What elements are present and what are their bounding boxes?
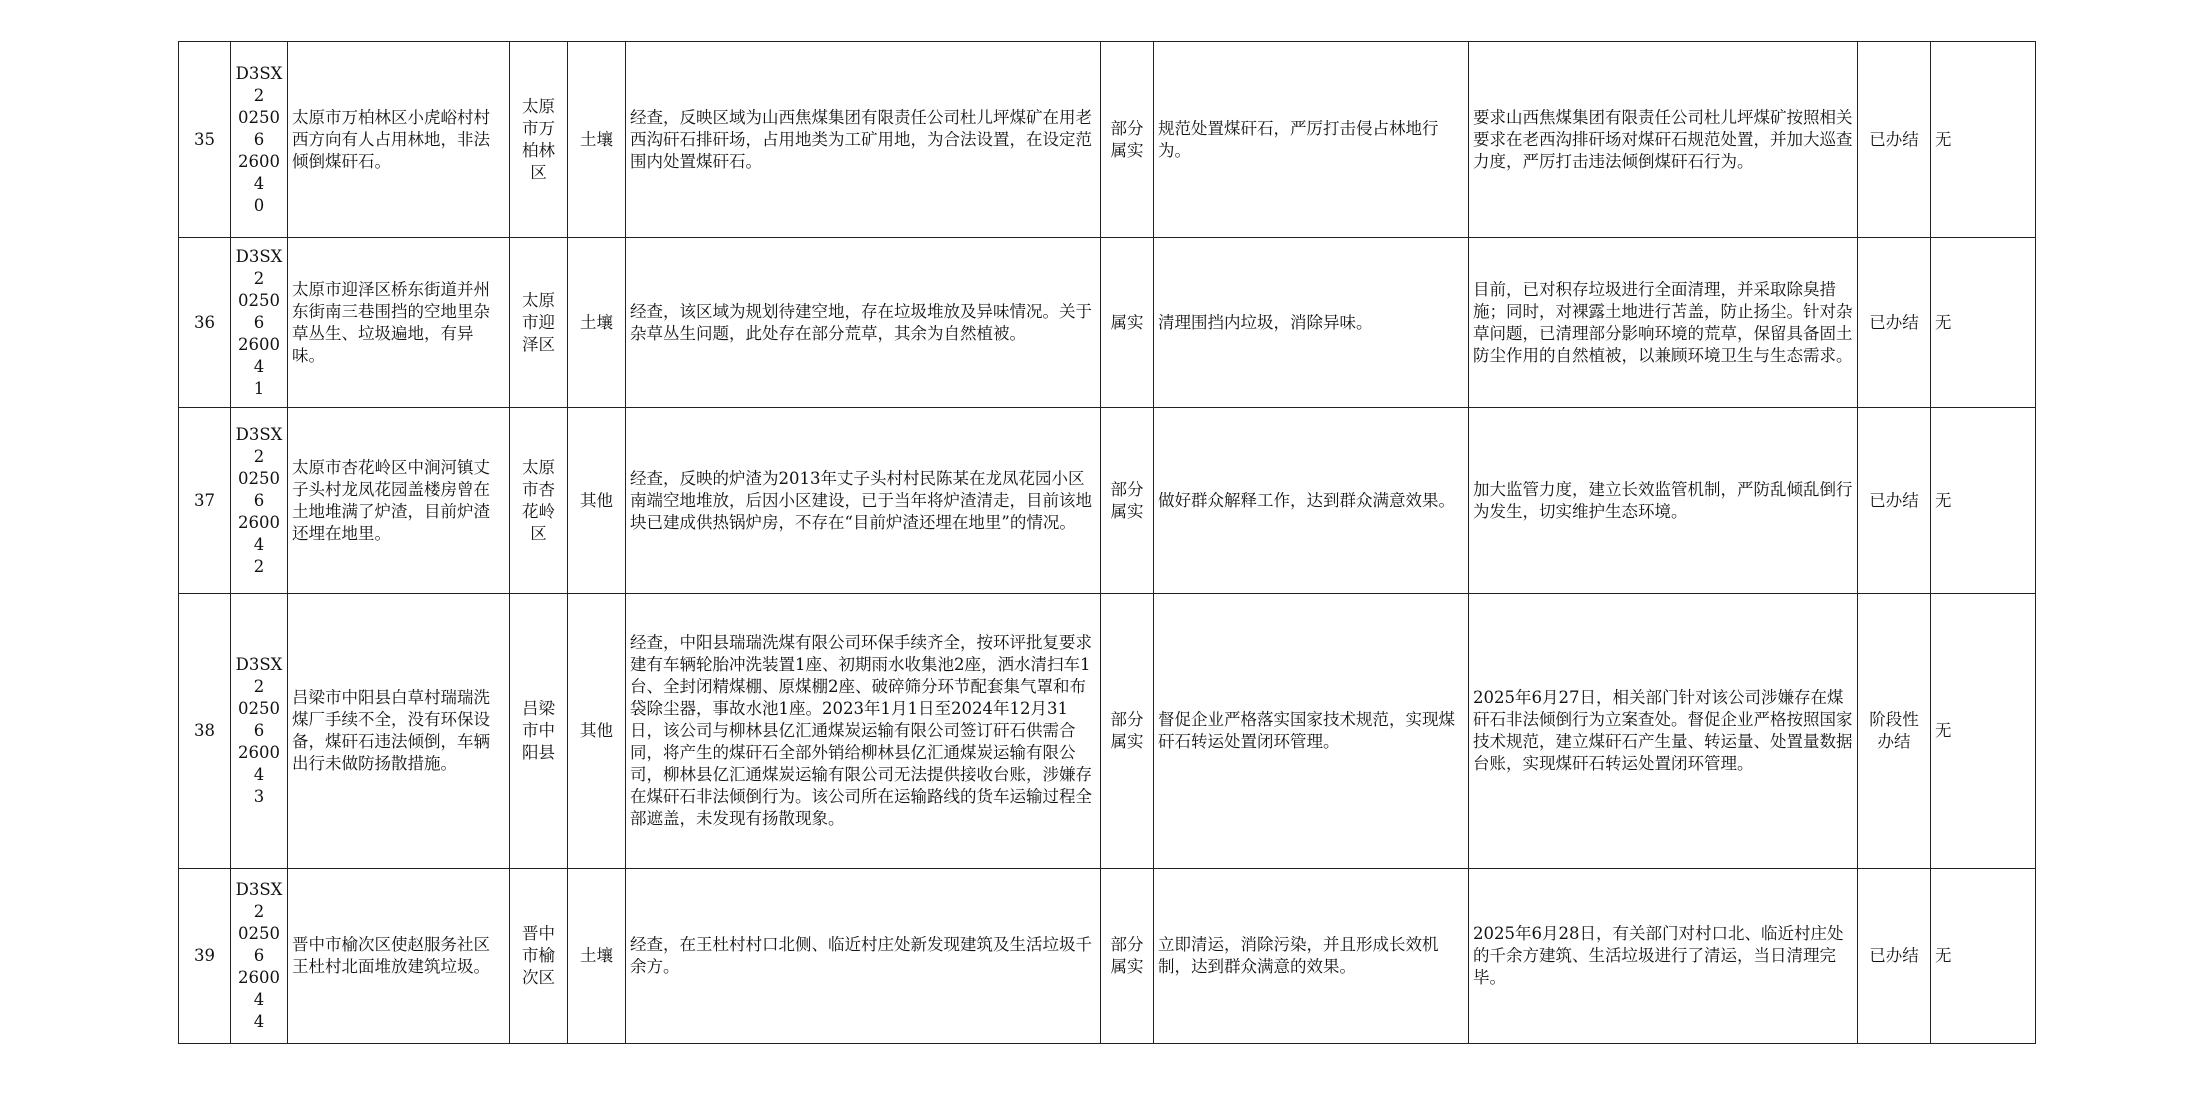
verdict: 部分属实 bbox=[1101, 408, 1154, 594]
case-code-part: D3SX2 bbox=[235, 424, 283, 466]
complaint-description: 晋中市榆次区使赵服务社区王杜村北面堆放建筑垃圾。 bbox=[288, 869, 510, 1044]
verdict: 部分属实 bbox=[1101, 42, 1154, 238]
pollution-type: 土壤 bbox=[568, 869, 626, 1044]
rectification: 加大监管力度，建立长效监管机制，严防乱倾乱倒行为发生，切实维护生态环境。 bbox=[1469, 408, 1858, 594]
row-number: 37 bbox=[179, 408, 231, 594]
case-code-part: 02506 bbox=[238, 699, 280, 740]
handling-opinion: 做好群众解释工作，达到群众满意效果。 bbox=[1154, 408, 1469, 594]
status: 已办结 bbox=[1858, 869, 1931, 1044]
verdict: 属实 bbox=[1101, 238, 1154, 408]
rectification: 目前，已对积存垃圾进行全面清理，并采取除臭措施；同时，对裸露土地进行苫盖，防止扬尘。针对杂草问题，已清理部分影响环境的荒草，保留具备固土防尘作用的自然植被，以兼顾环境卫生与生态需求。 bbox=[1469, 238, 1858, 408]
pollution-type: 其他 bbox=[568, 408, 626, 594]
case-code-part: 2 bbox=[253, 556, 265, 576]
handling-opinion: 督促企业严格落实国家技术规范，实现煤矸石转运处置闭环管理。 bbox=[1154, 594, 1469, 869]
handling-opinion: 立即清运，消除污染，并且形成长效机制，达到群众满意的效果。 bbox=[1154, 869, 1469, 1044]
investigation-result: 经查，该区域为规划待建空地，存在垃圾堆放及异味情况。关于杂草丛生问题，此处存在部分荒草，其余为自然植被。 bbox=[626, 238, 1101, 408]
case-code bbox=[231, 594, 288, 869]
status: 已办结 bbox=[1858, 408, 1931, 594]
status: 阶段性办结 bbox=[1858, 594, 1931, 869]
verdict: 部分属实 bbox=[1101, 869, 1154, 1044]
verdict: 部分属实 bbox=[1101, 594, 1154, 869]
case-code bbox=[231, 408, 288, 594]
case-code-part: 4 bbox=[253, 1012, 265, 1031]
status: 已办结 bbox=[1858, 42, 1931, 238]
case-code-part: 26004 bbox=[238, 151, 280, 193]
case-code-part: D3SX2 bbox=[235, 880, 283, 921]
handling-opinion: 规范处置煤矸石，严厉打击侵占林地行为。 bbox=[1154, 42, 1469, 238]
complaint-description: 吕梁市中阳县白草村瑞瑞洗煤厂手续不全，没有环保设备，煤矸石违法倾倒，车辆出行未做防扬散措施。 bbox=[288, 594, 510, 869]
status: 已办结 bbox=[1858, 238, 1931, 408]
investigation-result: 经查，反映的炉渣为2013年丈子头村村民陈某在龙凤花园小区南端空地堆放，后因小区建设，已于当年将炉渣清走，目前该地块已建成供热锅炉房，不存在“目前炉渣还埋在地里”的情况。 bbox=[626, 408, 1101, 594]
complaint-description: 太原市万柏林区小虎峪村村西方向有人占用林地，非法倾倒煤矸石。 bbox=[288, 42, 510, 238]
case-code-part: D3SX2 bbox=[235, 63, 283, 105]
investigation-result: 经查，反映区域为山西焦煤集团有限责任公司杜儿坪煤矿在用老西沟矸石排矸场，占用地类为工矿用地，为合法设置，在设定范围内处置煤矸石。 bbox=[626, 42, 1101, 238]
region: 太原市万柏林区 bbox=[510, 42, 568, 238]
accountability: 无 bbox=[1931, 869, 2036, 1044]
region: 太原市杏花岭区 bbox=[510, 408, 568, 594]
pollution-type: 土壤 bbox=[568, 42, 626, 238]
case-table bbox=[178, 41, 2036, 1044]
handling-opinion: 清理围挡内垃圾，消除异味。 bbox=[1154, 238, 1469, 408]
rectification: 2025年6月28日，有关部门对村口北、临近村庄处的千余方建筑、生活垃圾进行了清运，当日清理完毕。 bbox=[1469, 869, 1858, 1044]
case-code-part: D3SX2 bbox=[235, 655, 283, 696]
table-row bbox=[179, 42, 2036, 238]
case-code-part: 0 bbox=[253, 195, 265, 215]
case-code bbox=[231, 238, 288, 408]
case-code-part: 02506 bbox=[238, 107, 280, 149]
row-number: 38 bbox=[179, 594, 231, 869]
table-body bbox=[179, 42, 2036, 1044]
case-code-part: 26004 bbox=[238, 743, 280, 784]
case-code-part: D3SX2 bbox=[235, 246, 283, 288]
row-number: 35 bbox=[179, 42, 231, 238]
region: 太原市迎泽区 bbox=[510, 238, 568, 408]
region: 晋中市榆次区 bbox=[510, 869, 568, 1044]
accountability: 无 bbox=[1931, 408, 2036, 594]
complaint-description: 太原市迎泽区桥东街道并州东街南三巷围挡的空地里杂草丛生、垃圾遍地，有异味。 bbox=[288, 238, 510, 408]
table-row bbox=[179, 869, 2036, 1044]
row-number: 39 bbox=[179, 869, 231, 1044]
rectification: 2025年6月27日，相关部门针对该公司涉嫌存在煤矸石非法倾倒行为立案查处。督促企业严格按照国家技术规范，建立煤矸石产生量、转运量、处置量数据台账，实现煤矸石转运处置闭环管理。 bbox=[1469, 594, 1858, 869]
case-code-part: 02506 bbox=[238, 924, 280, 965]
case-code-part: 02506 bbox=[238, 468, 280, 510]
table-row bbox=[179, 238, 2036, 408]
case-code-part: 3 bbox=[253, 787, 265, 806]
case-code-part: 26004 bbox=[238, 334, 280, 376]
table-row bbox=[179, 408, 2036, 594]
case-code bbox=[231, 869, 288, 1044]
accountability: 无 bbox=[1931, 594, 2036, 869]
complaint-description: 太原市杏花岭区中涧河镇丈子头村龙凤花园盖楼房曾在土地堆满了炉渣，目前炉渣还埋在地里。 bbox=[288, 408, 510, 594]
pollution-type: 其他 bbox=[568, 594, 626, 869]
investigation-result: 经查，在王杜村村口北侧、临近村庄处新发现建筑及生活垃圾千余方。 bbox=[626, 869, 1101, 1044]
table-row bbox=[179, 594, 2036, 869]
rectification: 要求山西焦煤集团有限责任公司杜儿坪煤矿按照相关要求在老西沟排矸场对煤矸石规范处置，并加大巡查力度，严厉打击违法倾倒煤矸石行为。 bbox=[1469, 42, 1858, 238]
accountability: 无 bbox=[1931, 238, 2036, 408]
region: 吕梁市中阳县 bbox=[510, 594, 568, 869]
accountability: 无 bbox=[1931, 42, 2036, 238]
case-code bbox=[231, 42, 288, 238]
case-code-part: 26004 bbox=[238, 512, 280, 554]
case-code-part: 1 bbox=[253, 378, 265, 398]
row-number: 36 bbox=[179, 238, 231, 408]
case-code-part: 02506 bbox=[238, 290, 280, 332]
investigation-result: 经查，中阳县瑞瑞洗煤有限公司环保手续齐全，按环评批复要求建有车辆轮胎冲洗装置1座、初期雨水收集池2座，洒水清扫车1台、全封闭精煤棚、原煤棚2座、破碎筛分环节配套集气罩和布袋除尘器，事故水池1座。2023年1月1日至2024年12月31日，该公司与柳林县亿汇通煤炭运输有限公司签订矸石供需合同，将产生的煤矸石全部外销给柳林县亿汇通煤炭运输有限公司，柳林县亿汇通煤炭运输有限公司无法提供接收台账，涉嫌存在煤矸石非法倾倒行为。该公司所在运输路线的货车运输过程全部遮盖，未发现有扬散现象。 bbox=[626, 594, 1101, 869]
pollution-type: 土壤 bbox=[568, 238, 626, 408]
case-code-part: 26004 bbox=[238, 968, 280, 1009]
